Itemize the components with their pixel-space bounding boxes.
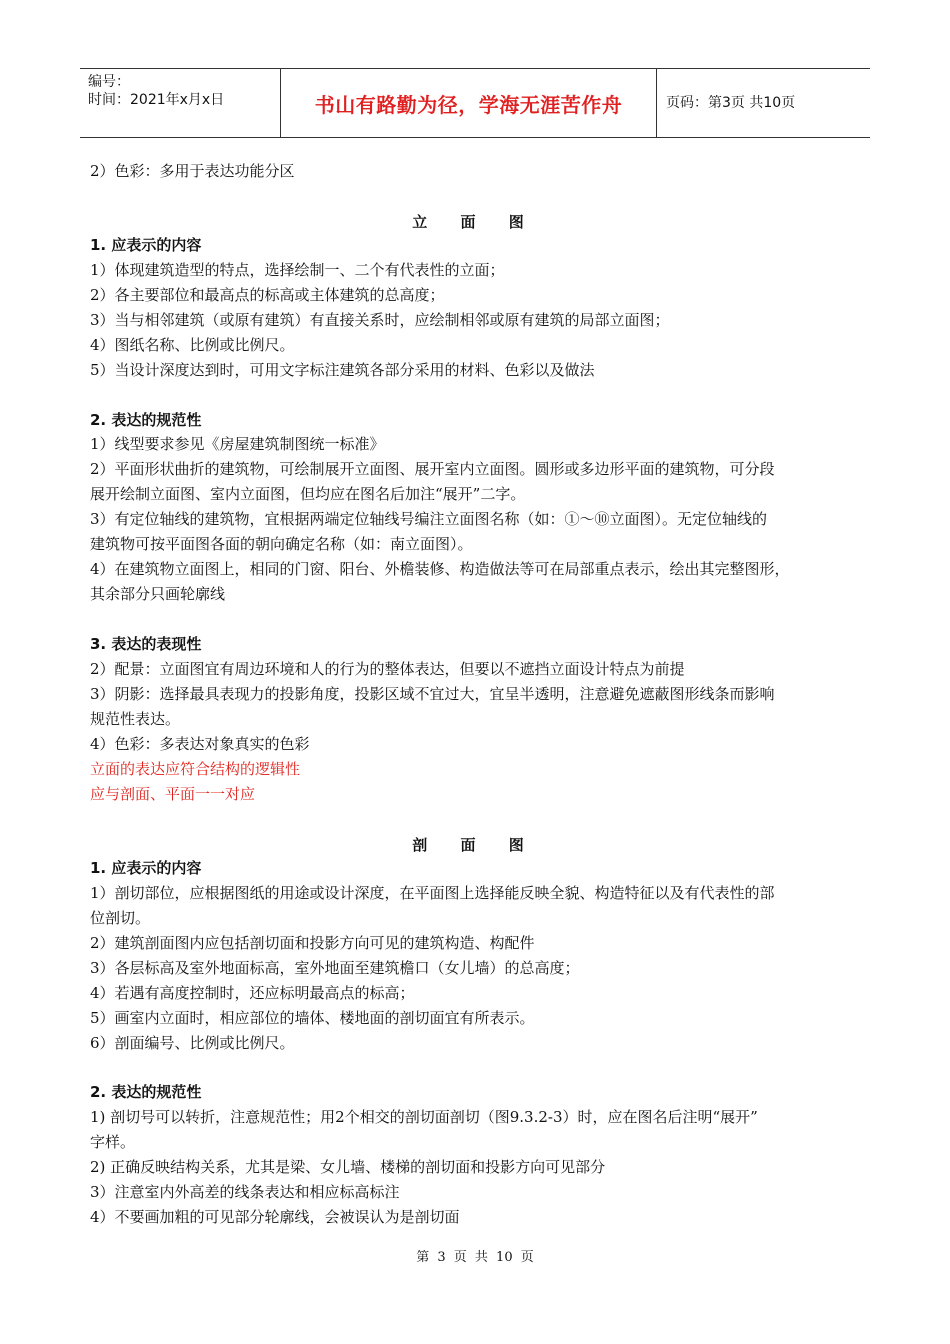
- elevation-title: 立 面 图: [412, 213, 538, 231]
- list-item: 3）注意室内外高差的线条表达和相应标高标注: [90, 1183, 400, 1201]
- list-item: 4）不要画加粗的可见部分轮廓线，会被误认为是剖切面: [90, 1208, 460, 1226]
- list-item: 3）有定位轴线的建筑物，宜根据两端定位轴线号编注立面图名称（如：①～⑩立面图）。无定位轴线的: [90, 510, 768, 528]
- page-footer: 第 3 页 共 10 页: [416, 1250, 534, 1265]
- list-item: 字样。: [90, 1133, 136, 1151]
- header-motto-cell: [280, 69, 657, 137]
- list-item: 4）色彩：多表达对象真实的色彩: [90, 735, 310, 753]
- intro-line: 2）色彩：多用于表达功能分区: [90, 162, 295, 180]
- section-s2-heading: 2. 表达的规范性: [90, 1083, 202, 1101]
- header-page-cell: [656, 69, 870, 137]
- header-page-code: 页码：第3页 共10页: [666, 95, 796, 111]
- list-item: 1) 剖切号可以转折，注意规范性；用2个相交的剖切面剖切（图9.3.2-3）时，应在图名后注明“展开”: [90, 1108, 758, 1126]
- list-item: 2) 正确反映结构关系，尤其是梁、女儿墙、楼梯的剖切面和投影方向可见部分: [90, 1158, 606, 1176]
- section-s1-heading: 1. 应表示的内容: [90, 859, 202, 877]
- elevation-s3-heading: 3. 表达的表现性: [90, 635, 202, 653]
- header-left-cell: [80, 69, 280, 137]
- elevation-s1-heading: 1. 应表示的内容: [90, 236, 202, 254]
- list-item: 5）画室内立面时，相应部位的墙体、楼地面的剖切面宜有所表示。: [90, 1009, 535, 1027]
- red-note: 应与剖面、平面一一对应: [90, 785, 256, 803]
- header-motto: 书山有路勤为径，学海无涯苦作舟: [314, 92, 623, 117]
- document-header: [80, 68, 870, 138]
- list-item: 3）阴影：选择最具表现力的投影角度，投影区域不宜过大，宜呈半透明，注意避免遮蔽图形线条而影响: [90, 685, 775, 703]
- list-item: 展开绘制立面图、室内立面图，但均应在图名后加注“展开”二字。: [90, 485, 526, 503]
- list-item: 1）线型要求参见《房屋建筑制图统一标准》: [90, 435, 385, 453]
- list-item: 1）剖切部位，应根据图纸的用途或设计深度，在平面图上选择能反映全貌、构造特征以及有代表性的部: [90, 884, 775, 902]
- list-item: 3）各层标高及室外地面标高，室外地面至建筑檐口（女儿墙）的总高度；: [90, 959, 580, 977]
- section-title: 剖 面 图: [412, 836, 538, 854]
- list-item: 规范性表达。: [90, 710, 181, 728]
- list-item: 2）建筑剖面图内应包括剖切面和投影方向可见的建筑构造、构配件: [90, 934, 535, 952]
- list-item: 5）当设计深度达到时，可用文字标注建筑各部分采用的材料、色彩以及做法: [90, 361, 595, 379]
- list-item: 2）平面形状曲折的建筑物，可绘制展开立面图、展开室内立面图。圆形或多边形平面的建筑物，可分段: [90, 460, 775, 478]
- list-item: 2）各主要部位和最高点的标高或主体建筑的总高度；: [90, 286, 445, 304]
- list-item: 2）配景：立面图宜有周边环境和人的行为的整体表达，但要以不遮挡立面设计特点为前提: [90, 660, 685, 678]
- list-item: 其余部分只画轮廓线: [90, 585, 226, 603]
- list-item: 位剖切。: [90, 909, 151, 927]
- document-date-label: 时间：2021年x月x日: [88, 92, 225, 108]
- red-note: 立面的表达应符合结构的逻辑性: [90, 760, 301, 778]
- elevation-s2-heading: 2. 表达的规范性: [90, 411, 202, 429]
- list-item: 4）在建筑物立面图上，相同的门窗、阳台、外檐装修、构造做法等可在局部重点表示，绘出其完整图形，: [90, 560, 790, 578]
- document-number-label: 编号：: [88, 74, 130, 90]
- list-item: 4）若遇有高度控制时，还应标明最高点的标高；: [90, 984, 415, 1002]
- list-item: 建筑物可按平面图各面的朝向确定名称（如：南立面图）。: [90, 535, 473, 553]
- list-item: 3）当与相邻建筑（或原有建筑）有直接关系时，应绘制相邻或原有建筑的局部立面图；: [90, 311, 670, 329]
- list-item: 1）体现建筑造型的特点，选择绘制一、二个有代表性的立面；: [90, 261, 505, 279]
- list-item: 4）图纸名称、比例或比例尺。: [90, 336, 295, 354]
- list-item: 6）剖面编号、比例或比例尺。: [90, 1034, 295, 1052]
